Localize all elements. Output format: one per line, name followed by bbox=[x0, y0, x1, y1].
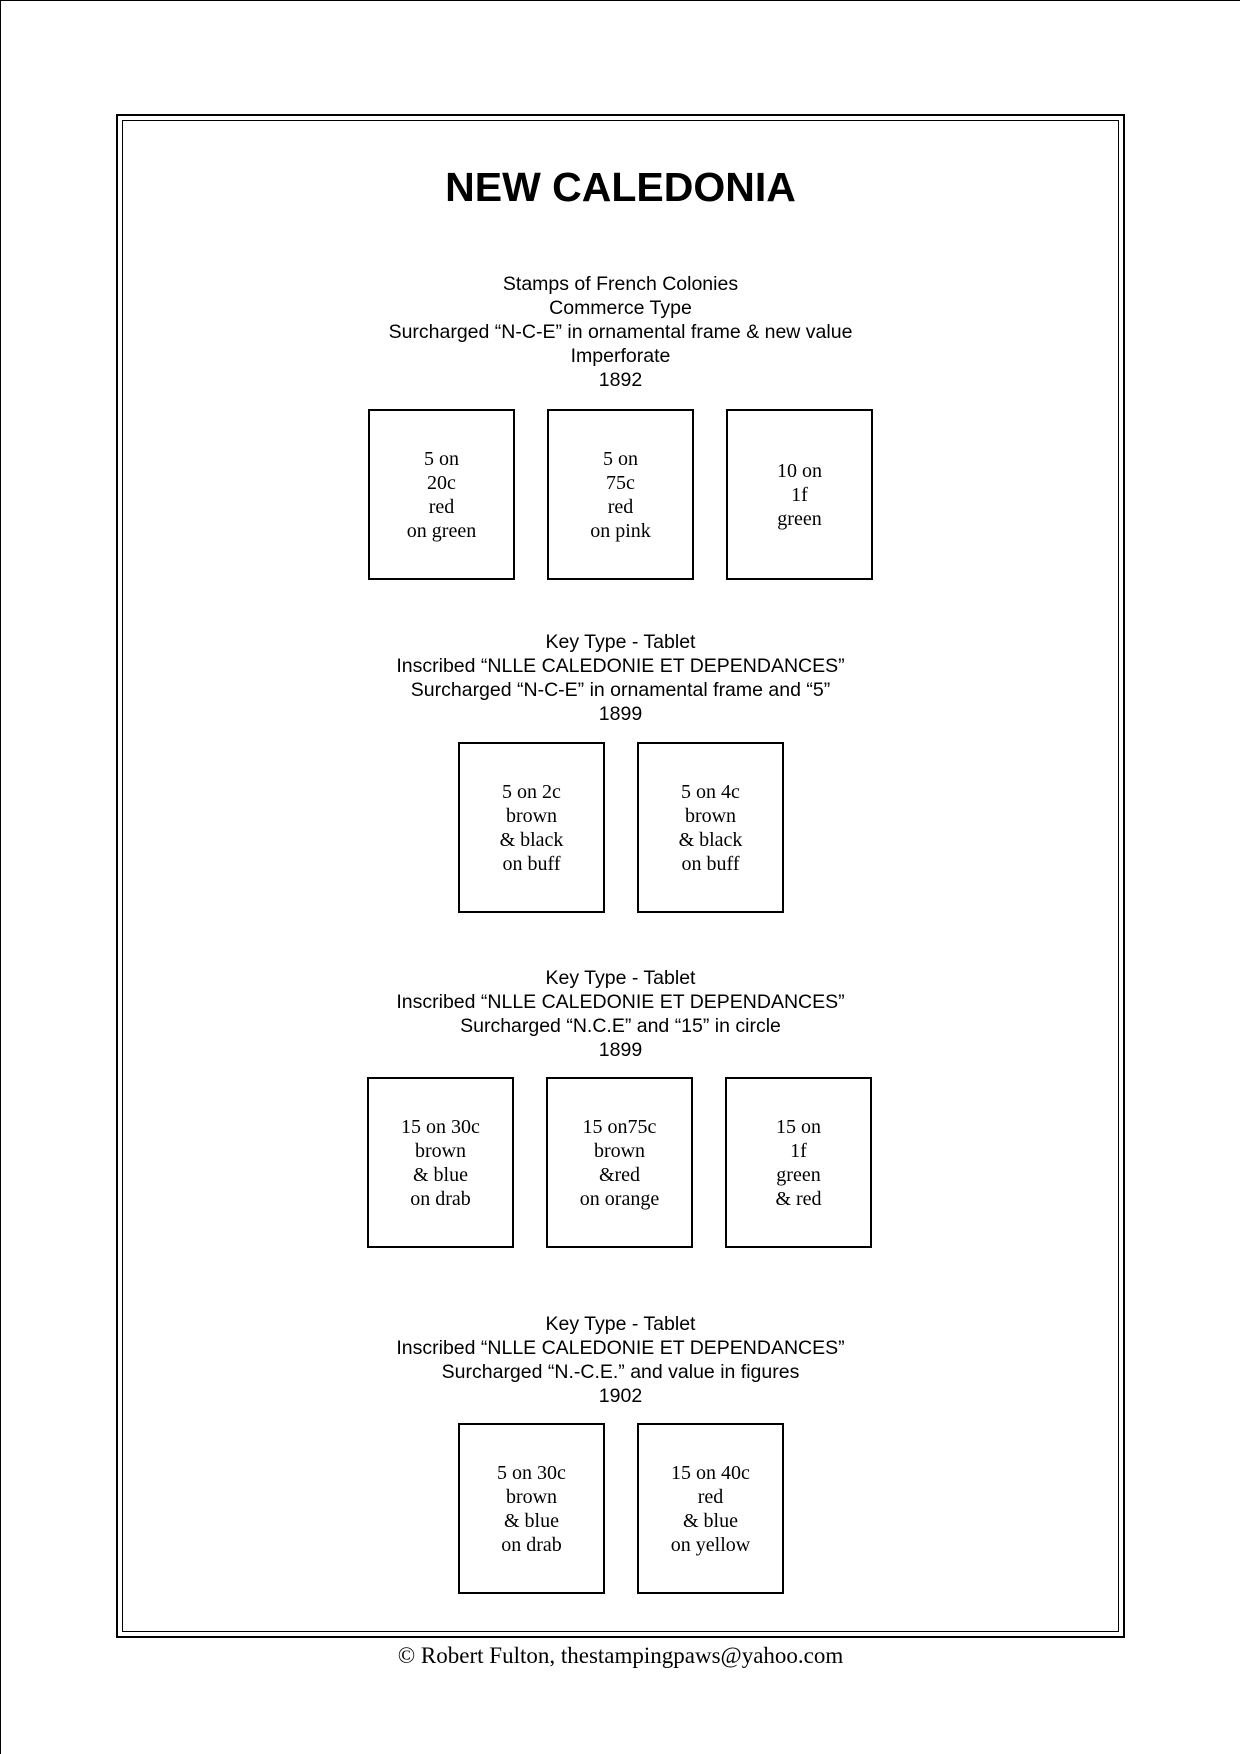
stamp-label-line: brown bbox=[505, 1485, 558, 1508]
stamp-label-line: on drab bbox=[410, 1187, 471, 1210]
stamp-label-line: & black bbox=[499, 828, 564, 851]
section-1-heading bbox=[122, 272, 1119, 392]
copyright-footer: © Robert Fulton, thestampingpaws@yahoo.com bbox=[397, 1643, 844, 1668]
stamp-label-line: red bbox=[607, 495, 634, 518]
heading-line: Surcharged “N-C-E” in ornamental frame & new value bbox=[388, 321, 853, 343]
stamp-space bbox=[458, 742, 605, 913]
heading-line: 1899 bbox=[598, 1039, 643, 1061]
stamp-label-line: green bbox=[776, 1163, 821, 1186]
heading-line: 1902 bbox=[598, 1385, 643, 1407]
stamp-label-line: 5 on 4c bbox=[681, 780, 740, 803]
stamp-label-line: on orange bbox=[579, 1187, 660, 1210]
heading-line: Inscribed “NLLE CALEDONIE ET DEPENDANCES” bbox=[396, 991, 845, 1013]
stamp-label-line: 1f bbox=[791, 483, 808, 506]
stamp-label-line: & black bbox=[678, 828, 743, 851]
stamp-label-line: on yellow bbox=[670, 1533, 751, 1556]
heading-line: 1899 bbox=[598, 703, 643, 725]
heading-line: Stamps of French Colonies bbox=[502, 273, 739, 295]
stamp-space bbox=[547, 409, 694, 580]
stamp-label-line: 15 on75c bbox=[582, 1115, 657, 1138]
stamp-label-line: 5 on 30c bbox=[497, 1461, 566, 1484]
stamp-label-line: & blue bbox=[413, 1163, 468, 1186]
stamp-label-line: 20c bbox=[427, 471, 456, 494]
stamp-space bbox=[637, 1423, 784, 1594]
heading-line: Key Type - Tablet bbox=[545, 967, 696, 989]
stamp-space bbox=[367, 1077, 514, 1248]
stamp-space bbox=[637, 742, 784, 913]
stamp-label-line: on pink bbox=[590, 519, 651, 542]
heading-line: Surcharged “N-C-E” in ornamental frame and “5” bbox=[410, 679, 831, 701]
heading-line: Surcharged “N.C.E” and “15” in circle bbox=[460, 1015, 781, 1037]
section-4-heading bbox=[122, 1312, 1119, 1408]
stamp-label-line: 15 on 30c bbox=[401, 1115, 480, 1138]
stamp-label-line: on buff bbox=[502, 852, 561, 875]
stamp-space bbox=[546, 1077, 693, 1248]
stamp-label-line: 5 on bbox=[603, 447, 638, 470]
heading-line: Inscribed “NLLE CALEDONIE ET DEPENDANCES” bbox=[396, 1337, 845, 1359]
stamp-label-line: red bbox=[697, 1485, 724, 1508]
heading-line: 1892 bbox=[598, 369, 643, 391]
stamp-label-line: 15 on bbox=[776, 1115, 821, 1138]
stamp-label-line: 5 on bbox=[424, 447, 459, 470]
stamp-label-line: 75c bbox=[606, 471, 635, 494]
stamp-label-line: &red bbox=[598, 1163, 641, 1186]
stamp-label-line: 15 on 40c bbox=[671, 1461, 750, 1484]
stamp-label-line: brown bbox=[593, 1139, 646, 1162]
heading-line: Key Type - Tablet bbox=[545, 1313, 696, 1335]
stamp-label-line: brown bbox=[505, 804, 558, 827]
stamp-label-line: on green bbox=[406, 519, 477, 542]
stamp-label-line: brown bbox=[414, 1139, 467, 1162]
stamp-label-line: brown bbox=[684, 804, 737, 827]
stamp-label-line: green bbox=[777, 507, 822, 530]
stamp-label-line: & red bbox=[775, 1187, 822, 1210]
stamp-space bbox=[726, 409, 873, 580]
stamp-label-line: 10 on bbox=[777, 459, 822, 482]
section-2-heading bbox=[122, 630, 1119, 726]
stamp-label-line: 5 on 2c bbox=[502, 780, 561, 803]
stamp-label-line: & blue bbox=[683, 1509, 738, 1532]
heading-line: Inscribed “NLLE CALEDONIE ET DEPENDANCES” bbox=[396, 655, 845, 677]
heading-line: Key Type - Tablet bbox=[545, 631, 696, 653]
page-title: NEW CALEDONIA bbox=[445, 164, 796, 210]
stamp-space bbox=[725, 1077, 872, 1248]
stamp-label-line: red bbox=[428, 495, 455, 518]
stamp-label-line: & blue bbox=[504, 1509, 559, 1532]
heading-line: Imperforate bbox=[570, 345, 671, 367]
stamp-label-line: on buff bbox=[681, 852, 740, 875]
section-3-heading bbox=[122, 966, 1119, 1062]
heading-line: Surcharged “N.-C.E.” and value in figures bbox=[441, 1361, 800, 1383]
stamp-space bbox=[368, 409, 515, 580]
stamp-label-line: on drab bbox=[501, 1533, 562, 1556]
heading-line: Commerce Type bbox=[549, 297, 692, 319]
stamp-label-line: 1f bbox=[790, 1139, 807, 1162]
stamp-space bbox=[458, 1423, 605, 1594]
